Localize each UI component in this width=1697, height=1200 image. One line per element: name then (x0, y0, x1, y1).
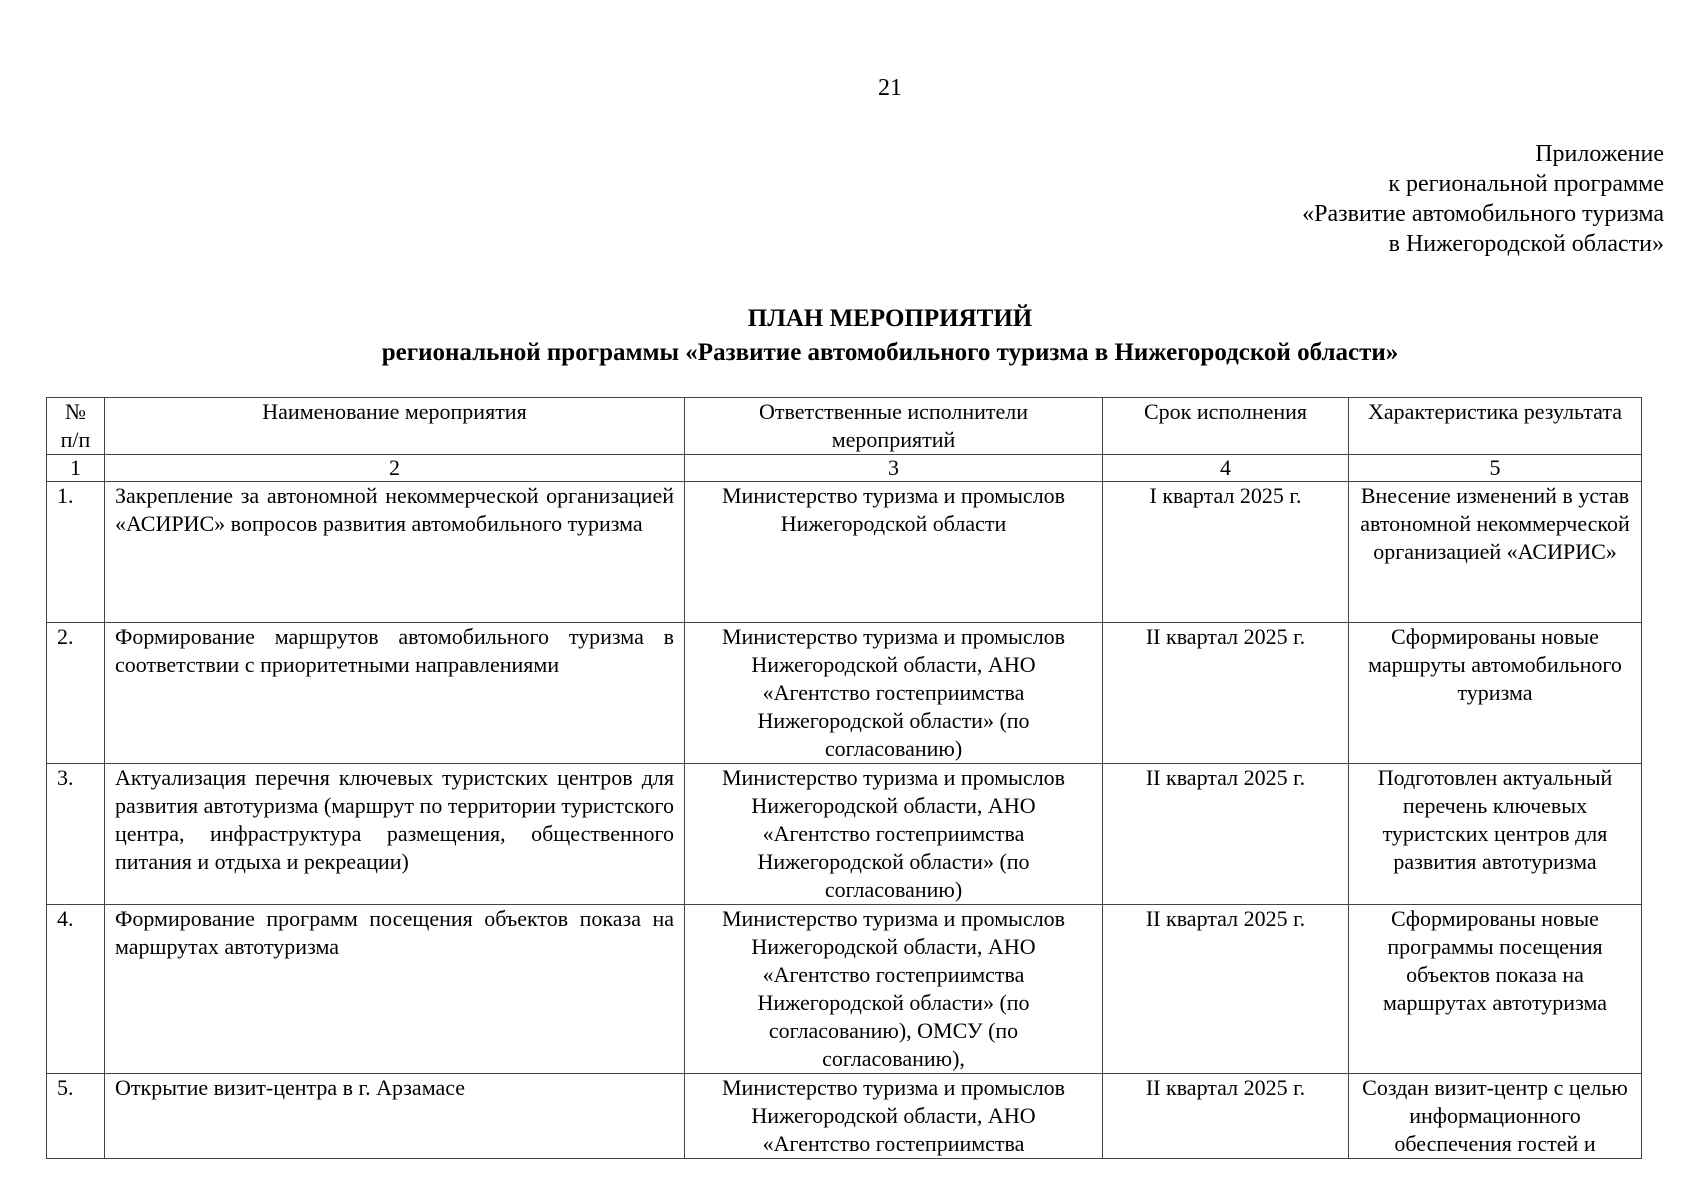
row-name: Формирование маршрутов автомобильного туризма в соответствии с приоритетными направлениями (105, 623, 685, 764)
row-term: II квартал 2025 г. (1103, 623, 1349, 764)
row-name: Открытие визит-центра в г. Арзамасе (105, 1074, 685, 1159)
row-term: II квартал 2025 г. (1103, 764, 1349, 905)
appendix-block (1302, 139, 1664, 259)
column-number: 5 (1349, 455, 1642, 482)
row-term: II квартал 2025 г. (1103, 1074, 1349, 1159)
table-row (47, 1074, 1642, 1159)
row-result: Сформированы новые маршруты автомобильного туризма (1349, 623, 1642, 764)
row-num: 3. (47, 764, 105, 905)
document-subtitle: региональной программы «Развитие автомобильного туризма в Нижегородской области» (381, 339, 1399, 366)
row-result: Подготовлен актуальный перечень ключевых туристских центров для развития автотуризма (1349, 764, 1642, 905)
column-number: 3 (685, 455, 1103, 482)
row-num: 5. (47, 1074, 105, 1159)
header-num: № п/п (47, 398, 105, 455)
column-number: 4 (1103, 455, 1349, 482)
row-result: Внесение изменений в устав автономной некоммерческой организацией «АСИРИС» (1349, 482, 1642, 623)
page-number: 21 (878, 75, 902, 101)
appendix-line: к региональной программе (1388, 171, 1664, 197)
column-number: 1 (47, 455, 105, 482)
column-numbering-row (47, 455, 1642, 482)
row-num: 2. (47, 623, 105, 764)
plan-table (46, 397, 1642, 1159)
row-executors: Министерство туризма и промыслов Нижегородской области, АНО «Агентство гостеприимства (685, 1074, 1103, 1159)
table-row (47, 482, 1642, 623)
appendix-line: Приложение (1535, 141, 1664, 167)
row-executors: Министерство туризма и промыслов Нижегородской области, АНО «Агентство гостеприимства Нижегородской области» (по согласованию) (685, 623, 1103, 764)
row-executors: Министерство туризма и промыслов Нижегородской области (685, 482, 1103, 623)
row-result: Сформированы новые программы посещения объектов показа на маршрутах автотуризма (1349, 905, 1642, 1074)
row-num: 1. (47, 482, 105, 623)
table-row (47, 905, 1642, 1074)
row-executors: Министерство туризма и промыслов Нижегородской области, АНО «Агентство гостеприимства Нижегородской области» (по согласованию) (685, 764, 1103, 905)
header-executors: Ответственные исполнители мероприятий (685, 398, 1103, 455)
header-result: Характеристика результата (1349, 398, 1642, 455)
row-name: Закрепление за автономной некоммерческой организацией «АСИРИС» вопросов развития автомобильного туризма (105, 482, 685, 623)
header-name: Наименование мероприятия (105, 398, 685, 455)
row-name: Формирование программ посещения объектов показа на маршрутах автотуризма (105, 905, 685, 1074)
row-num: 4. (47, 905, 105, 1074)
table-row (47, 623, 1642, 764)
column-number: 2 (105, 455, 685, 482)
header-row (47, 398, 1642, 455)
row-result: Создан визит-центр с целью информационного обеспечения гостей и (1349, 1074, 1642, 1159)
row-term: I квартал 2025 г. (1103, 482, 1349, 623)
row-name: Актуализация перечня ключевых туристских центров для развития автотуризма (маршрут по территории туристского центра, инфраструктура размещения, общественного питания и отдыха и рекреации) (105, 764, 685, 905)
row-term: II квартал 2025 г. (1103, 905, 1349, 1074)
row-executors: Министерство туризма и промыслов Нижегородской области, АНО «Агентство гостеприимства Нижегородской области» (по согласованию), ОМСУ (по согласованию), (685, 905, 1103, 1074)
table-row (47, 764, 1642, 905)
appendix-line: в Нижегородской области» (1388, 231, 1664, 257)
appendix-line: «Развитие автомобильного туризма (1302, 201, 1664, 227)
document-title: ПЛАН МЕРОПРИЯТИЙ (747, 305, 1033, 332)
header-term: Срок исполнения (1103, 398, 1349, 455)
